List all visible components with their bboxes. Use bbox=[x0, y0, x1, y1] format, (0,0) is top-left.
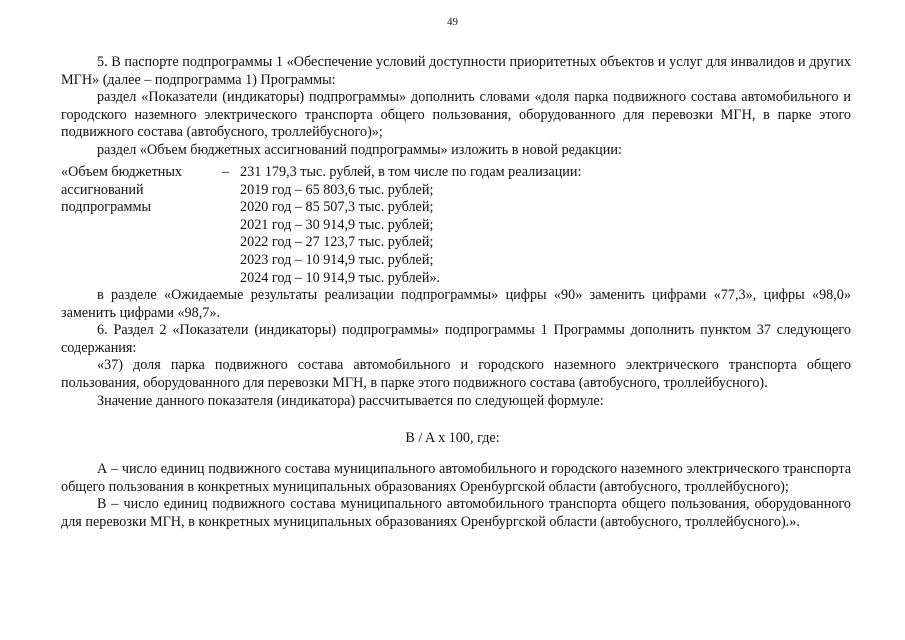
budget-row bbox=[61, 199, 851, 217]
section-5 bbox=[61, 54, 851, 160]
budget-value: 2022 год – 27 123,7 тыс. рублей; bbox=[240, 234, 434, 251]
budget-label-line: ассигнований bbox=[61, 181, 144, 198]
section-6-intro: 6. Раздел 2 «Показатели (индикаторы) подпрограммы» подпрограммы 1 Программы дополнить пунктом 37 следующего содержания: bbox=[61, 322, 851, 356]
budget-row bbox=[61, 182, 851, 200]
definition-a: А – число единиц подвижного состава муниципального автомобильного и городского наземного электрического транспорта общего пользования в конкретных муниципальных образованиях Оренбургской области (автобусного, троллейбусного); bbox=[61, 461, 851, 495]
budget-label-line: подпрограммы bbox=[61, 199, 151, 216]
section-5-intro: 5. В паспорте подпрограммы 1 «Обеспечение условий доступности приоритетных объектов и услуг для инвалидов и других МГН» (далее – подпрограмма 1) Программы: bbox=[61, 54, 851, 88]
budget-label-line: «Объем бюджетных bbox=[61, 164, 183, 180]
definition-b: В – число единиц подвижного состава муниципального автомобильного транспорта общего пользования, оборудованного для перевозки МГН, в конкретных муниципальных образованиях Оренбургской области (автобусного, троллейбусного).». bbox=[61, 496, 851, 530]
budget-row bbox=[61, 234, 851, 252]
budget-row bbox=[61, 164, 851, 182]
budget-value: 2023 год – 10 914,9 тыс. рублей; bbox=[240, 251, 434, 268]
definitions bbox=[61, 461, 851, 531]
budget-row bbox=[61, 270, 851, 288]
budget-row bbox=[61, 252, 851, 270]
budget-row bbox=[61, 217, 851, 235]
item-37: «37) доля парка подвижного состава автомобильного и городского наземного электрического транспорта общего пользования, оборудованного для перевозки МГН, в парке этого подвижного состава (автобусного, троллейбусного). bbox=[61, 357, 851, 391]
budget-value: 231 179,3 тыс. рублей, в том числе по годам реализации: bbox=[240, 164, 582, 180]
budget-value: 2020 год – 85 507,3 тыс. рублей; bbox=[240, 199, 434, 216]
section-6 bbox=[61, 287, 851, 410]
budget-dash: – bbox=[222, 164, 230, 180]
budget-value: 2019 год – 65 803,6 тыс. рублей; bbox=[240, 181, 434, 198]
section-5-indicators: раздел «Показатели (индикаторы) подпрограммы» дополнить словами «доля парка подвижного состава автомобильного и городского наземного электрического транспорта общего пользования, оборудованного для перевозки МГН, в парке этого подвижного состава (автобусного, троллейбусного)»; bbox=[61, 89, 851, 141]
formula: B / A x 100, где: bbox=[405, 430, 500, 446]
formula-intro: Значение данного показателя (индикатора) рассчитывается по следующей формуле: bbox=[97, 392, 604, 409]
expected-results: в разделе «Ожидаемые результаты реализации подпрограммы» цифры «90» заменить цифрами «77,3», цифры «98,0» заменить цифрами «98,7». bbox=[61, 287, 851, 321]
budget-value: 2024 год – 10 914,9 тыс. рублей». bbox=[240, 269, 441, 286]
section-5-budget-intro: раздел «Объем бюджетных ассигнований подпрограммы» изложить в новой редакции: bbox=[97, 141, 622, 158]
budget-table bbox=[61, 164, 851, 287]
page-number: 49 bbox=[447, 16, 458, 28]
budget-value: 2021 год – 30 914,9 тыс. рублей; bbox=[240, 216, 434, 233]
